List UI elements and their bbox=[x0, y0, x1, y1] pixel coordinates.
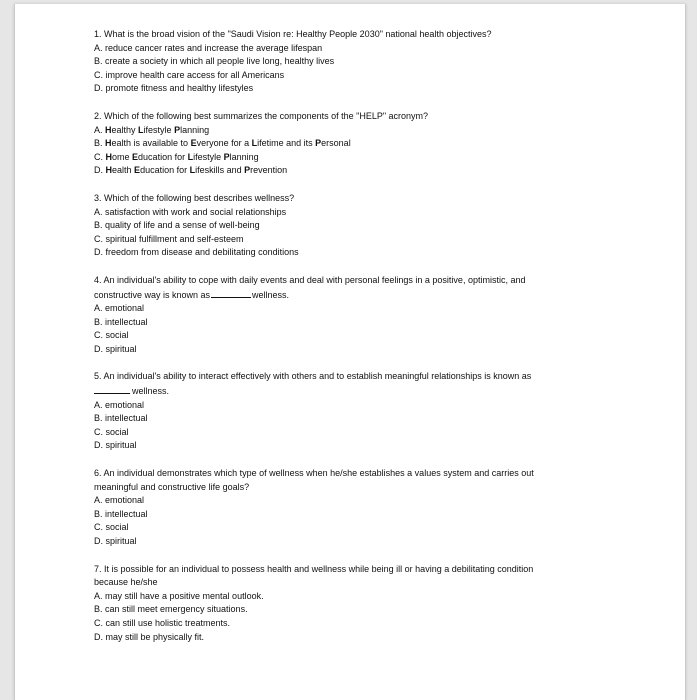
option-text: lanning bbox=[180, 124, 210, 135]
document-page bbox=[14, 4, 686, 700]
option-text: ealth is available to bbox=[111, 138, 191, 149]
question-1-option-d: D. promote fitness and healthy lifestyles bbox=[94, 83, 254, 94]
question-1-option-c: C. improve health care access for all Americans bbox=[94, 69, 285, 80]
option-text: lanning bbox=[229, 151, 259, 162]
question-4 bbox=[94, 274, 604, 357]
acronym-letter: H bbox=[105, 151, 113, 162]
acronym-letter: E bbox=[134, 165, 141, 176]
acronym-letter: H bbox=[105, 165, 113, 176]
question-7 bbox=[94, 563, 604, 645]
option-prefix: B. bbox=[94, 138, 106, 149]
option-text: veryone for a bbox=[196, 138, 252, 149]
question-4-option-c: C. social bbox=[94, 330, 129, 341]
stem-text: wellness. bbox=[252, 289, 290, 300]
question-6-option-c: C. social bbox=[94, 522, 129, 533]
acronym-letter: E bbox=[190, 138, 197, 149]
quiz-content bbox=[94, 28, 604, 658]
question-3-option-b: B. quality of life and a sense of well-being bbox=[94, 220, 260, 231]
question-7-option-d: D. may still be physically fit. bbox=[94, 631, 205, 642]
question-6-option-a: A. emotional bbox=[94, 495, 145, 506]
question-5-option-b: B. intellectual bbox=[94, 413, 148, 424]
stem-text: wellness. bbox=[132, 386, 170, 397]
question-2-option-d bbox=[94, 164, 604, 178]
acronym-letter: P bbox=[174, 124, 181, 135]
question-7-option-a: A. may still have a positive mental outlook. bbox=[94, 590, 264, 601]
question-1-option-a: A. reduce cancer rates and increase the average lifespan bbox=[94, 42, 323, 53]
question-6-stem-line-2: meaningful and constructive life goals? bbox=[94, 481, 250, 492]
acronym-letter: L bbox=[251, 138, 258, 149]
question-4-stem-line-1: 4. An individual's ability to cope with daily events and deal with personal feelings in a positive, optimistic, and bbox=[94, 274, 526, 285]
acronym-letter: P bbox=[244, 165, 251, 176]
question-2-option-b bbox=[94, 137, 604, 151]
question-4-stem-line-2 bbox=[94, 288, 604, 303]
question-5-stem-line-2 bbox=[94, 384, 604, 399]
acronym-letter: H bbox=[105, 138, 112, 149]
question-7-stem-line-2: because he/she bbox=[94, 577, 158, 588]
question-4-option-d: D. spiritual bbox=[94, 343, 137, 354]
acronym-letter: P bbox=[315, 138, 322, 149]
question-3-option-a: A. satisfaction with work and social relationships bbox=[94, 206, 287, 217]
option-text: ifestyle bbox=[143, 124, 175, 135]
question-3-option-c: C. spiritual fulfillment and self-esteem bbox=[94, 233, 244, 244]
question-2-option-c bbox=[94, 151, 604, 165]
fill-in-blank bbox=[94, 384, 130, 394]
question-1-stem: 1. What is the broad vision of the "Saudi Vision re: Healthy People 2030" national health objectives? bbox=[94, 29, 492, 39]
question-4-option-a: A. emotional bbox=[94, 303, 145, 314]
question-2 bbox=[94, 110, 604, 178]
option-text: ifestyle bbox=[193, 151, 224, 162]
acronym-letter: P bbox=[223, 151, 230, 162]
question-1-option-b: B. create a society in which all people live long, healthy lives bbox=[94, 56, 335, 67]
option-text: revention bbox=[250, 165, 288, 176]
option-text: ealth bbox=[112, 165, 135, 176]
option-prefix: D. bbox=[94, 165, 106, 176]
option-text: ifeskills and bbox=[195, 165, 245, 176]
question-3-option-d: D. freedom from disease and debilitating conditions bbox=[94, 247, 299, 258]
stem-text: constructive way is known as bbox=[94, 289, 211, 300]
question-7-option-b: B. can still meet emergency situations. bbox=[94, 604, 248, 615]
option-text: ducation for bbox=[140, 165, 190, 176]
question-7-option-c: C. can still use holistic treatments. bbox=[94, 617, 231, 628]
acronym-letter: L bbox=[189, 165, 196, 176]
question-6-option-b: B. intellectual bbox=[94, 508, 148, 519]
question-1 bbox=[94, 28, 604, 96]
option-text: ome bbox=[112, 151, 133, 162]
question-5-option-c: C. social bbox=[94, 426, 129, 437]
question-5 bbox=[94, 370, 604, 453]
question-5-stem-line-1: 5. An individual's ability to interact effectively with others and to establish meaningful relationships is known as bbox=[94, 371, 532, 382]
option-text: ealthy bbox=[111, 124, 139, 135]
question-6-stem-line-1: 6. An individual demonstrates which type of wellness when he/she establishes a values system and carries out bbox=[94, 468, 534, 479]
acronym-letter: L bbox=[138, 124, 144, 135]
question-5-option-a: A. emotional bbox=[94, 399, 145, 410]
question-5-option-d: D. spiritual bbox=[94, 440, 137, 451]
option-text: ersonal bbox=[321, 138, 351, 149]
acronym-letter: H bbox=[105, 124, 112, 135]
option-text: ifetime and its bbox=[257, 138, 316, 149]
question-3-stem: 3. Which of the following best describes wellness? bbox=[94, 192, 295, 203]
question-6 bbox=[94, 467, 604, 549]
acronym-letter: E bbox=[132, 151, 139, 162]
option-prefix: C. bbox=[94, 151, 106, 162]
option-prefix: A. bbox=[94, 124, 106, 135]
question-2-option-a bbox=[94, 124, 604, 138]
option-text: ducation for bbox=[138, 151, 188, 162]
fill-in-blank bbox=[211, 288, 251, 298]
question-2-stem: 2. Which of the following best summarizes the components of the "HELP" acronym? bbox=[94, 110, 429, 121]
question-6-option-d: D. spiritual bbox=[94, 536, 137, 546]
question-3 bbox=[94, 192, 604, 260]
question-4-option-b: B. intellectual bbox=[94, 316, 148, 327]
acronym-letter: L bbox=[187, 151, 194, 162]
question-7-stem-line-1: 7. It is possible for an individual to possess health and wellness while being ill or having a debilitating condition bbox=[94, 563, 534, 574]
